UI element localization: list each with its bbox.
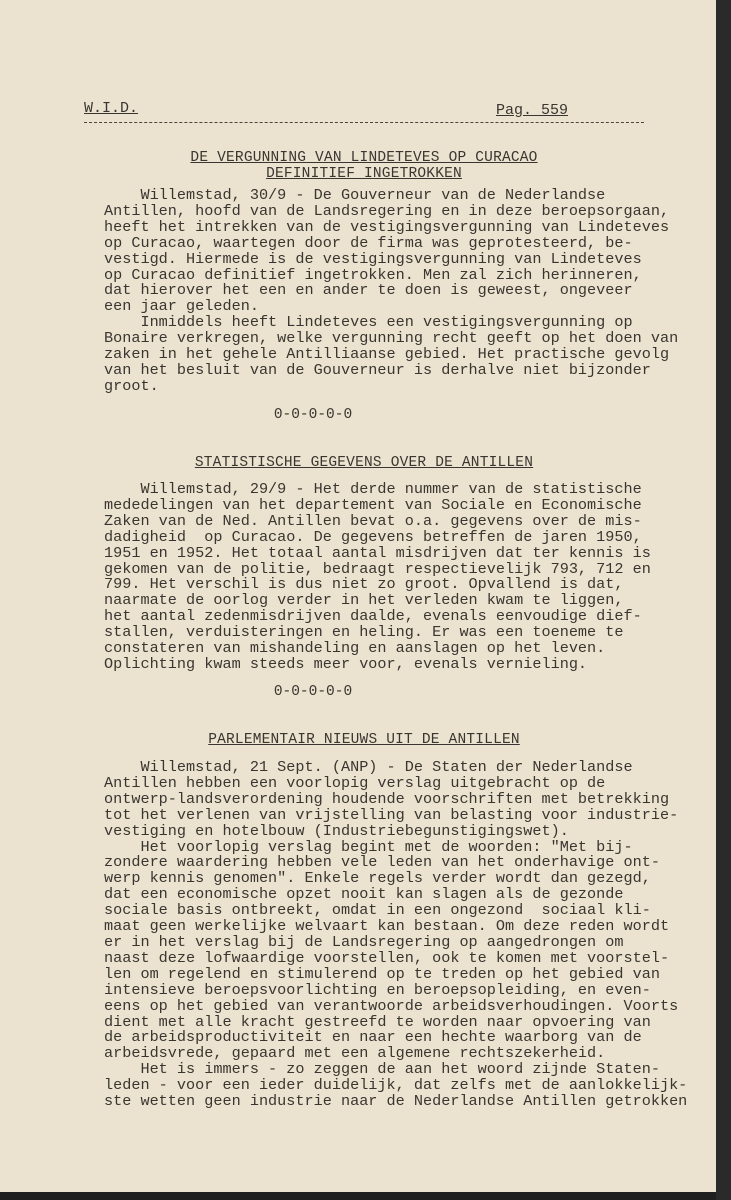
text-line: Willemstad, 30/9 - De Gouverneur van de Nederlandse (104, 186, 606, 204)
text-line: naast deze lofwaardige voorstellen, ook te komen met voorstel- (104, 948, 670, 967)
text-line: werp kennis genomen". Enkele regels verder wordt dan gezegd, (104, 869, 651, 888)
article-body (104, 758, 688, 1111)
text-line: het aantal zedenmisdrijven daalde, evenals eenvoudige dief- (104, 607, 642, 626)
text-line: Bonaire verkregen, welke vergunning recht geeft op het doen van (104, 329, 679, 348)
text-line: groot. (104, 376, 159, 395)
text-line: dient met alle kracht gestreefd te worden naar opvoering van (104, 1012, 651, 1031)
text-line: dadigheid op Curacao. De gegevens betreffen de jaren 1950, (104, 527, 642, 546)
text-line: len om regelend en stimulerend op te treden op het gebied van (104, 964, 660, 983)
text-line: Zaken van de Ned. Antillen bevat o.a. gegevens over de mis- (104, 511, 642, 530)
section-separator: 0-0-0-0-0 (273, 684, 353, 700)
text-line: Inmiddels heeft Lindeteves een vestigingsvergunning op (104, 313, 633, 332)
text-line: maat geen werkelijke welvaart kan bestaan. Om deze reden wordt (104, 917, 670, 936)
text-line: op Curacao, waartegen door de firma was geprotesteerd, be- (104, 233, 633, 252)
scanner-edge (716, 0, 731, 1200)
text-line: leden - voor een ieder duidelijk, dat zelfs met de aanlokkelijk- (104, 1076, 688, 1095)
page-header (84, 100, 644, 123)
text-line: stallen, verduisteringen en heling. Er was een toeneme te (104, 623, 624, 642)
article-title-line: DE VERGUNNING VAN LINDETEVES OP CURACAO (190, 150, 538, 166)
text-line: Willemstad, 21 Sept. (ANP) - De Staten der Nederlandse (104, 758, 633, 776)
text-line: mededelingen van het departement van Sociale en Economische (104, 495, 642, 514)
text-line: de arbeidsproductiviteit en naar een hechte waarborg van de (104, 1028, 642, 1047)
text-line: zaken in het gehele Antilliaanse gebied. Het practische gevolg (104, 345, 670, 364)
text-line: 799. Het verschil is dus niet zo groot. Opvallend is dat, (104, 575, 624, 594)
publication-code: W.I.D. (84, 100, 139, 117)
text-line: ontwerp-landsverordening houdende voorschriften met betrekking (104, 789, 670, 808)
article-body (104, 482, 664, 673)
text-line: heeft het intrekken van de vestigingsvergunning van Lindeteves (104, 217, 670, 236)
text-line: vestigd. Hiermede is de vestigingsvergunning van Lindeteves (104, 249, 642, 268)
text-line: op Curacao definitief ingetrokken. Men zal zich herinneren, (104, 265, 642, 284)
article-body (104, 186, 679, 395)
text-line: arbeidsvrede, gepaard met een algemene rechtszekerheid. (104, 1044, 606, 1063)
article-title (84, 150, 644, 182)
text-line: dat hierover het een en ander te doen is geweest, ongeveer (104, 281, 633, 300)
text-line: Het is immers - zo zeggen de aan het woord zijnde Staten- (104, 1060, 660, 1079)
text-line: Willemstad, 29/9 - Het derde nummer van de statistische (104, 480, 642, 498)
section-separator: 0-0-0-0-0 (273, 407, 353, 423)
text-line: Het voorlopig verslag begint met de woorden: "Met bij- (104, 837, 633, 856)
text-line: een jaar geleden. (104, 297, 259, 316)
text-line: dat een economische opzet nooit kan slagen als de gezonde (104, 885, 624, 904)
text-line: intensieve beroepsvoorlichting en beroepsopleiding, en even- (104, 980, 651, 999)
article-title: PARLEMENTAIR NIEUWS UIT DE ANTILLEN (208, 732, 520, 748)
text-line: eens op het gebied van verantwoorde arbeidsverhoudingen. Voorts (104, 996, 679, 1015)
text-line: ste wetten geen industrie naar de Nederlandse Antillen getrokken (104, 1092, 688, 1111)
text-line: van het besluit van de Gouverneur is derhalve niet bijzonder (104, 360, 651, 379)
text-line: sociale basis ontbreekt, omdat in een ongezond sociaal kli- (104, 901, 651, 920)
text-line: 1951 en 1952. Het totaal aantal misdrijven dat ter kennis is (104, 543, 651, 562)
article-title-line: DEFINITIEF INGETROKKEN (266, 166, 462, 182)
text-line: naarmate de oorlog verder in het verleden kwam te liggen, (104, 591, 624, 610)
text-line: zondere waardering hebben vele leden van het onderhavige ont- (104, 853, 660, 872)
text-line: Antillen hebben een voorlopig verslag uitgebracht op de (104, 773, 606, 792)
page-number: Pag. 559 (496, 102, 569, 119)
text-line: Oplichting kwam steeds meer voor, evenals vernieling. (104, 654, 588, 673)
text-line: er in het verslag bij de Landsregering op aangedrongen om (104, 932, 624, 951)
article-title: STATISTISCHE GEGEVENS OVER DE ANTILLEN (194, 455, 534, 471)
text-line: Antillen, hoofd van de Landsregering en in deze beroepsorgaan, (104, 201, 670, 220)
text-line: gekomen van de politie, bedraagt respectievelijk 793, 712 en (104, 559, 651, 578)
text-line: constateren van mishandeling en aanslagen op het leven. (104, 639, 606, 658)
text-line: tot het verlenen van vrijstelling van belasting voor industrie- (104, 805, 679, 824)
text-line: vestiging en hotelbouw (Industriebegunstigingswet). (104, 821, 569, 840)
